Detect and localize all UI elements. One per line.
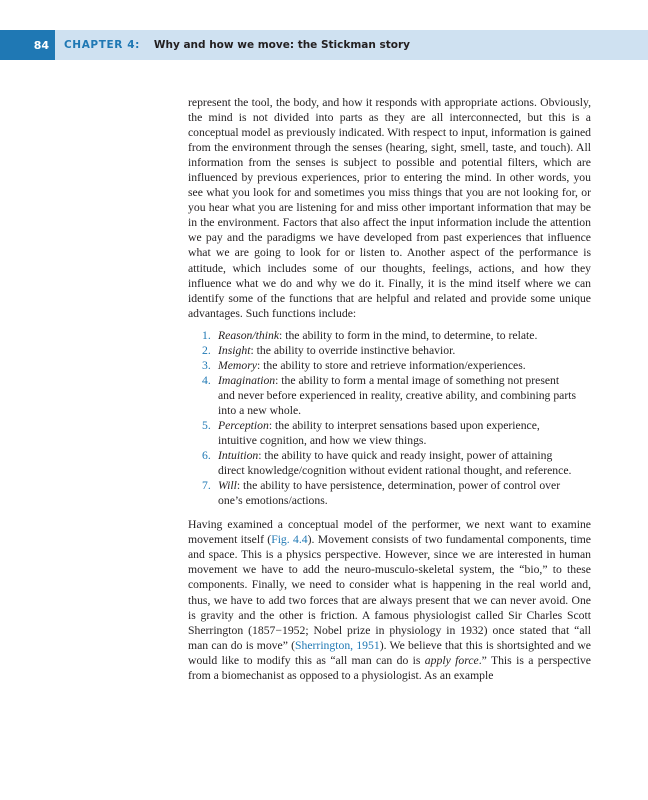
para2-text-2: ). Movement consists of two fundamental components, time and space. This is a physics perspective. However, since we are interested in human movement we have to add the neuro-musculo-skeletal system, the “bio,” to these components. Finally, we need to consider what is happening in the real world and, thus, we have to add two forces that are always present that we can never avoid. One is gravity and the other is friction. A famous physiologist called Sir Charles Scott Sherrington (1857−1952; Nobel prize in physiology in 1932) once stated that “all man can do is move” (: [188, 533, 591, 652]
list-text: : the ability to have quick and ready insight, power of attaining direct knowledge/cognition without evident rational thought, and reference.: [218, 449, 572, 478]
list-number: 7.: [202, 479, 211, 493]
list-number: 5.: [202, 418, 211, 432]
chapter-label: CHAPTER 4:: [64, 39, 140, 51]
list-term: Perception: [218, 418, 269, 432]
list-number: 2.: [202, 343, 211, 357]
list-text: : the ability to form in the mind, to determine, to relate.: [279, 328, 538, 342]
page-number: 84: [0, 30, 55, 60]
list-term: Reason/think: [218, 328, 280, 342]
chapter-title: Why and how we move: the Stickman story: [153, 39, 411, 51]
para2-text-1: Having examined a conceptual model of the performer, we next want to examine movement itself (: [188, 518, 591, 547]
list-text: : the ability to store and retrieve information/experiences.: [256, 358, 526, 372]
list-number: 3.: [202, 358, 211, 372]
para2-text-3: ). We believe that this is shortsighted and we would like to modify this as “all man can do is: [188, 638, 591, 667]
list-number: 4.: [202, 373, 211, 387]
list-term: Imagination: [218, 373, 276, 387]
body-text: [188, 95, 591, 683]
list-text: : the ability to override instinctive behavior.: [250, 343, 456, 357]
figure-reference-link[interactable]: Fig. 4.4: [271, 533, 308, 547]
running-header: [0, 30, 648, 60]
list-text: : the ability to interpret sensations based upon experience, intuitive cognition, and how we view things.: [218, 418, 540, 448]
emphasis-apply-force: apply force: [424, 653, 479, 667]
mind-functions-list: [188, 328, 591, 509]
list-term: Will: [218, 479, 237, 493]
list-item: [188, 358, 577, 373]
list-item: [188, 343, 577, 358]
list-item: [188, 373, 577, 418]
para2-text-4: .” This is a perspective from a biomechanist as opposed to a physiologist. As an example: [188, 653, 591, 682]
list-item: [188, 448, 577, 478]
list-term: Intuition: [218, 449, 259, 463]
list-text: : the ability to form a mental image of something not present and never before experienced in reality, creative ability, and combining parts into a new whole.: [218, 373, 577, 417]
citation-link[interactable]: Sherrington, 1951: [295, 638, 380, 652]
list-text: : the ability to have persistence, determination, power of control over one’s emotions/actions.: [218, 479, 561, 508]
list-item: [188, 478, 577, 508]
list-item: [188, 328, 577, 343]
list-number: 6.: [202, 449, 211, 463]
paragraph-intro: represent the tool, the body, and how it responds with appropriate actions. Obviously, the mind is not divided into parts as they are all interconnected, but this is a conceptual model as previously indicated. With respect to input, information is gained from the environment through the senses (hearing, sight, smell, taste, and touch). All information from the senses is subject to possible and potential filters, which are influenced by previous experiences, prior to entering the mind. In other words, you see what you look for and sometimes you miss things that you are not looking for, or you hear what you are listening for and miss other important information that may be in the environment. Factors that also affect the input information include the attention we pay and the paradigms we have developed from past experiences that influence what we are going to look for or listen to. Another aspect of the performance is attitude, which includes some of our thoughts, feelings, actions, and how they influence what we do and why we do it. Finally, it is the mind itself where we can identify some of the functions that are helpful and related and provide some unique advantages. Such functions include:: [188, 96, 591, 320]
list-term: Memory: [218, 358, 257, 372]
list-number: 1.: [202, 328, 211, 342]
paragraph-movement: [188, 517, 591, 683]
list-term: Insight: [218, 343, 251, 357]
list-item: [188, 418, 577, 448]
